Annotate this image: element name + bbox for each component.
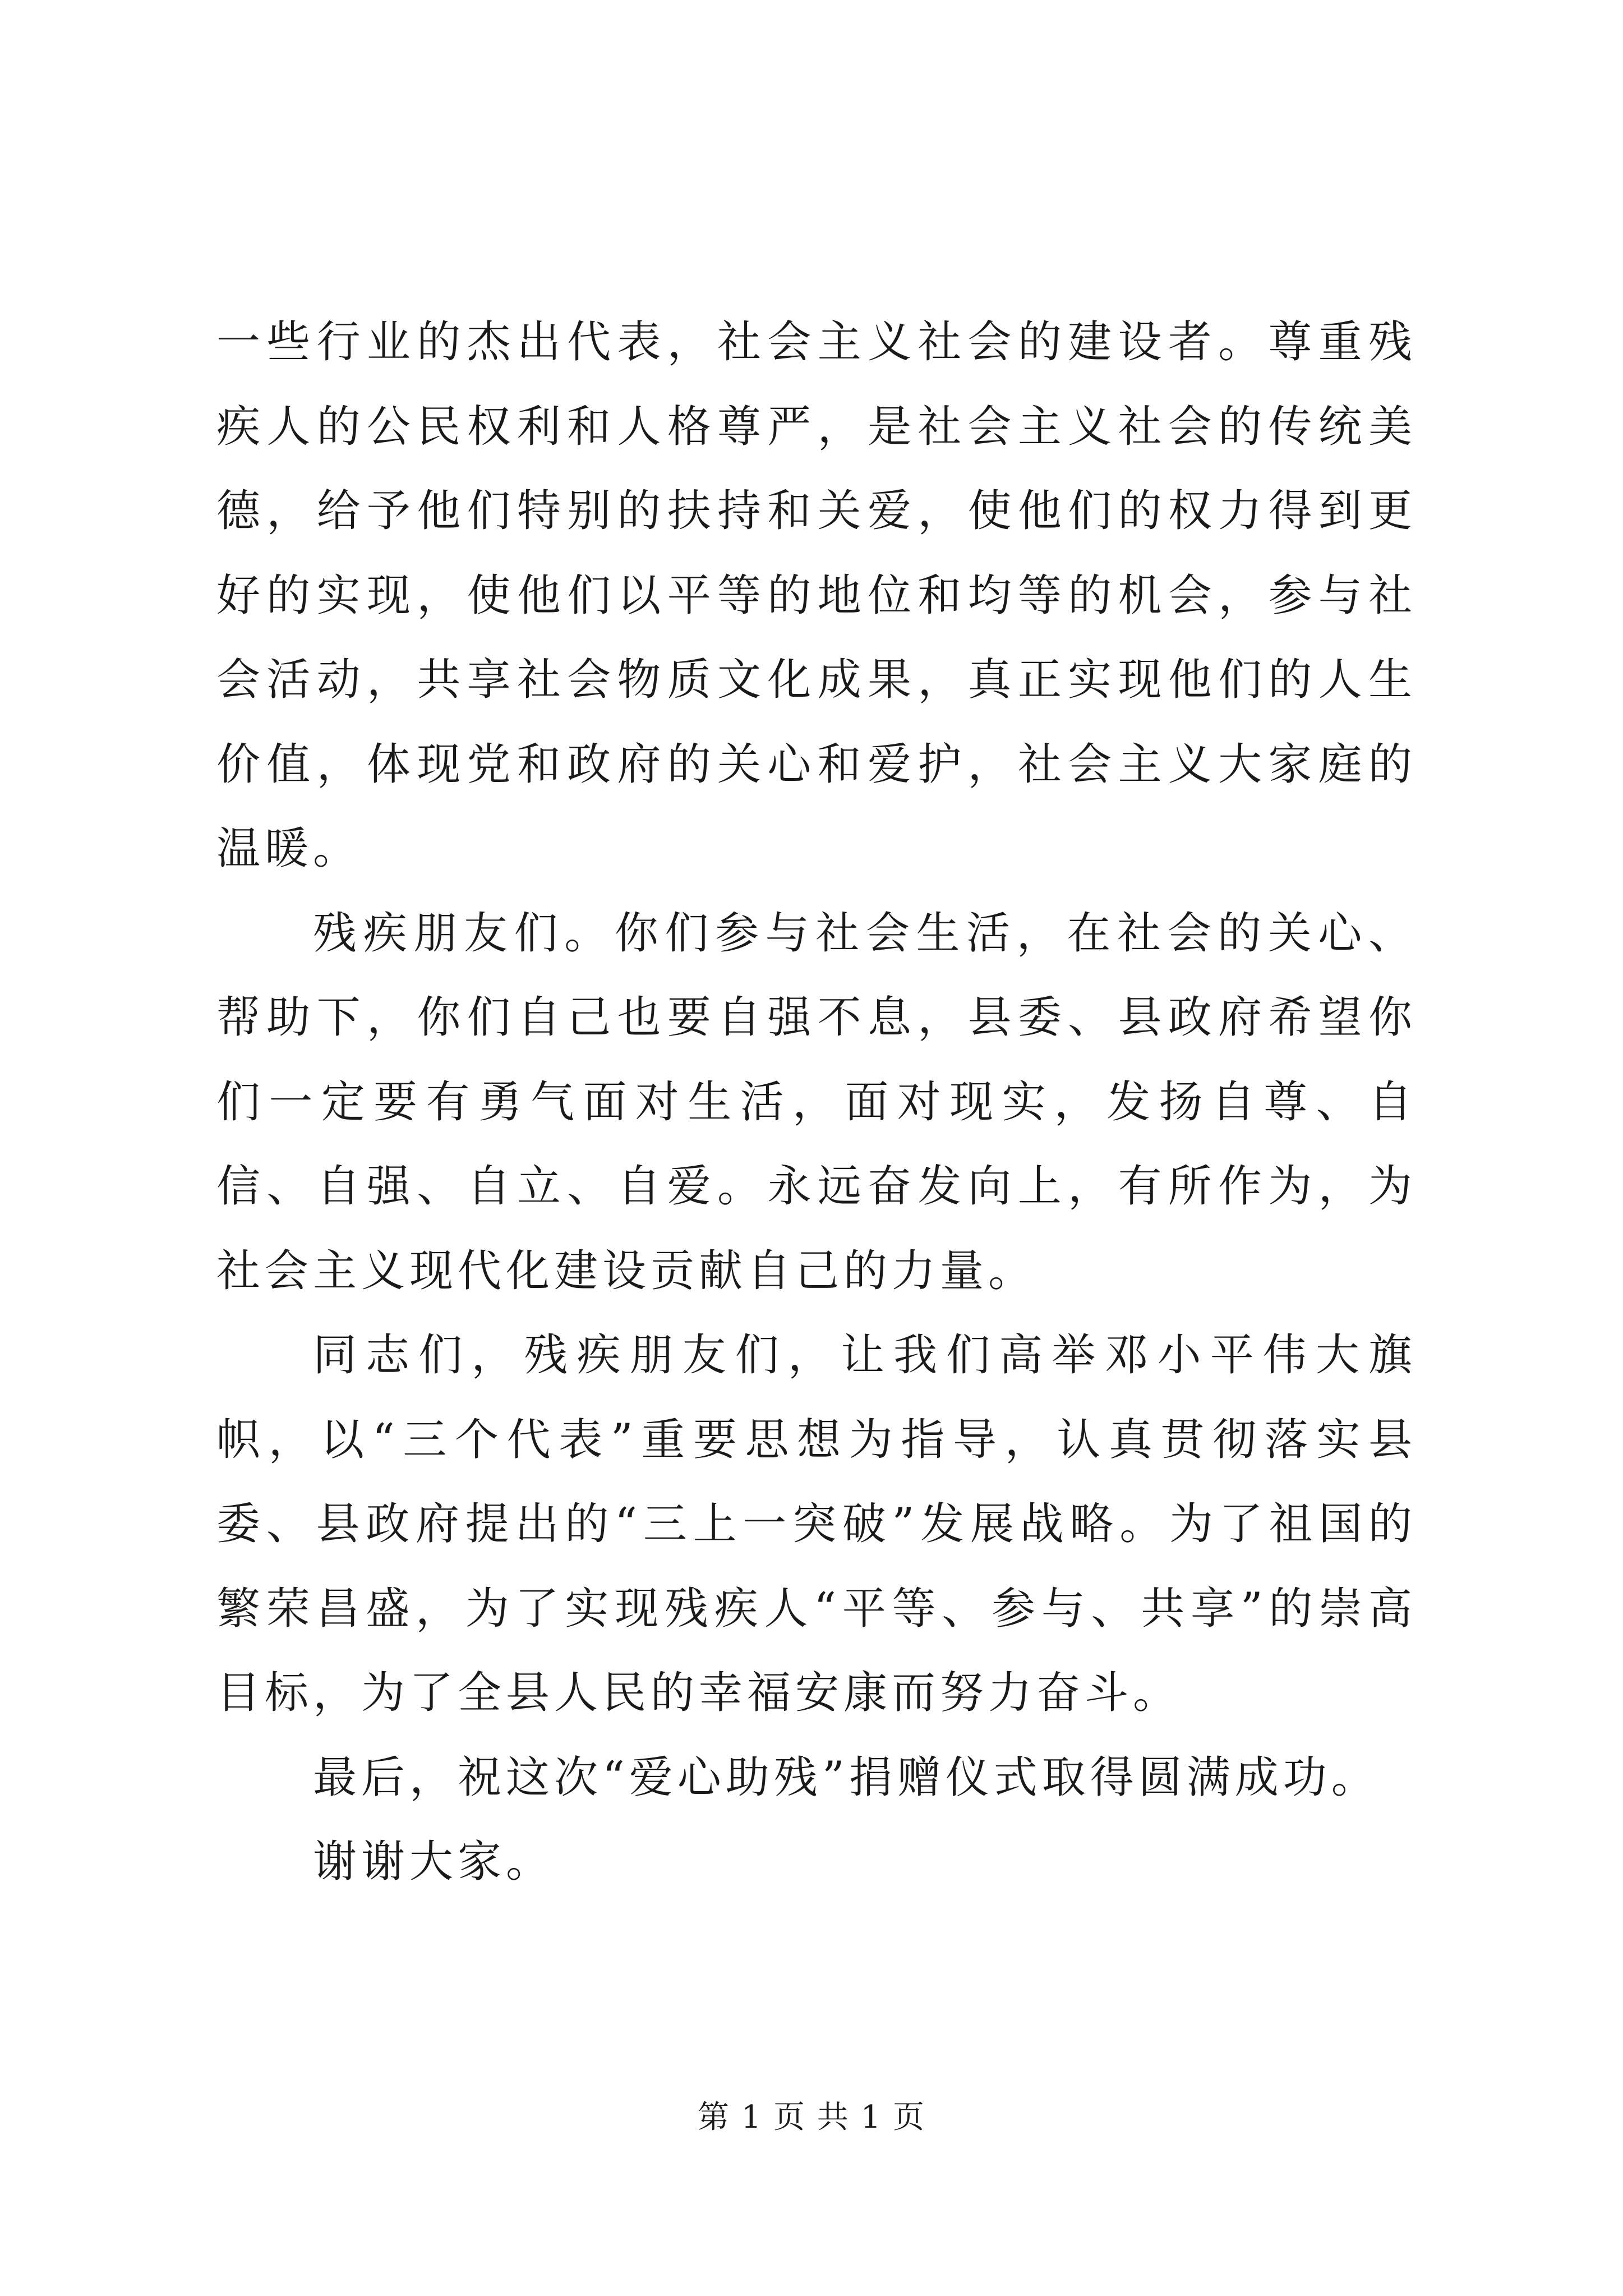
- paragraph-4: 最后，祝这次“爱心助残”捐赠仪式取得圆满成功。: [313, 1752, 1380, 1803]
- paragraph-5: 谢谢大家。: [313, 1837, 555, 1887]
- paragraph-3: 同志们，残疾朋友们，让我们高举邓小平伟大旗帜，以“三个代表”重要思想为指导，认真贯彻落实县委、县政府提出的“三上一突破”发展战略。为了祖国的繁荣昌盛，为了实现残疾人“平等、参与、共享”的崇高目标，为了全县人民的幸福安康而努力奋斗。: [216, 1330, 1417, 1718]
- document-body: [216, 300, 1417, 1904]
- paragraph-2: 残疾朋友们。你们参与社会生活，在社会的关心、帮助下，你们自己也要自强不息，县委、县政府希望你们一定要有勇气面对生活，面对现实，发扬自尊、自信、自强、自立、自爱。永远奋发向上，有所作为，为社会主义现代化建设贡献自己的力量。: [216, 908, 1417, 1296]
- paragraph-1: 一些行业的杰出代表，社会主义社会的建设者。尊重残疾人的公民权利和人格尊严，是社会主义社会的传统美德，给予他们特别的扶持和关爱，使他们的权力得到更好的实现，使他们以平等的地位和均等的机会，参与社会活动，共享社会物质文化成果，真正实现他们的人生价值，体现党和政府的关心和爱护，社会主义大家庭的温暖。: [216, 317, 1417, 874]
- page-number-footer: 第 1 页 共 1 页: [697, 2099, 926, 2136]
